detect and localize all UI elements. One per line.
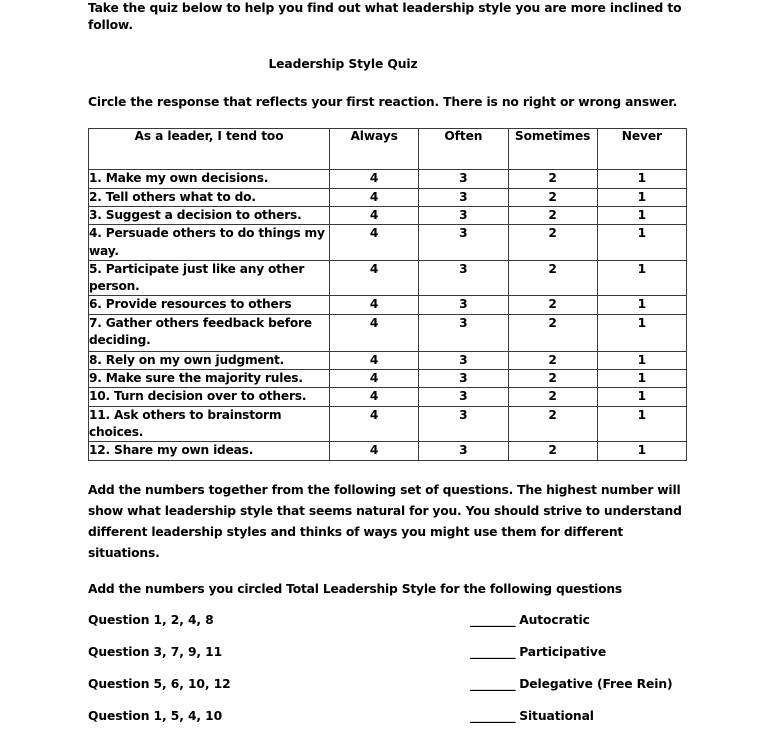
statement-cell: 7. Gather others feedback before deciding. xyxy=(89,314,330,351)
column-header-sometimes: Sometimes xyxy=(508,129,597,170)
statement-cell: 10. Turn decision over to others. xyxy=(89,388,330,406)
statement-cell: 2. Tell others what to do. xyxy=(89,188,330,206)
score-option-always[interactable]: 4 xyxy=(330,170,419,188)
score-option-always[interactable]: 4 xyxy=(330,442,419,460)
score-option-often[interactable]: 3 xyxy=(419,296,508,314)
table-header-row xyxy=(89,129,687,170)
score-option-often[interactable]: 3 xyxy=(419,406,508,442)
scoring-answer xyxy=(470,677,673,691)
table-row xyxy=(89,314,687,351)
table-row xyxy=(89,206,687,224)
score-option-sometimes[interactable]: 2 xyxy=(508,442,597,460)
score-option-never[interactable]: 1 xyxy=(597,351,686,369)
score-option-never[interactable]: 1 xyxy=(597,188,686,206)
score-option-sometimes[interactable]: 2 xyxy=(508,351,597,369)
score-option-always[interactable]: 4 xyxy=(330,314,419,351)
table-row xyxy=(89,296,687,314)
score-option-never[interactable]: 1 xyxy=(597,370,686,388)
score-option-always[interactable]: 4 xyxy=(330,388,419,406)
score-option-never[interactable]: 1 xyxy=(597,388,686,406)
column-header-always: Always xyxy=(330,129,419,170)
intro-line: Take the quiz below to help you find out what leadership style you are more inclined to follow. xyxy=(88,1,682,32)
statement-cell: 4. Persuade others to do things my way. xyxy=(89,225,330,261)
score-option-never[interactable]: 1 xyxy=(597,406,686,442)
statement-cell: 11. Ask others to brainstorm choices. xyxy=(89,406,330,442)
score-option-never[interactable]: 1 xyxy=(597,206,686,224)
score-option-sometimes[interactable]: 2 xyxy=(508,370,597,388)
leadership-style-label: Situational xyxy=(519,709,594,724)
score-option-often[interactable]: 3 xyxy=(419,388,508,406)
statement-cell: 1. Make my own decisions. xyxy=(89,170,330,188)
scoring-questions: Question 1, 5, 4, 10 xyxy=(88,709,223,724)
score-option-never[interactable]: 1 xyxy=(597,314,686,351)
table-row xyxy=(89,351,687,369)
score-option-sometimes[interactable]: 2 xyxy=(508,296,597,314)
explanation-paragraph: Add the numbers together from the following set of questions. The highest number will show what leadership style that seems natural for you. You should strive to understand different leadership styles and thinks of ways you might use them for different situations. xyxy=(88,482,682,561)
score-option-always[interactable]: 4 xyxy=(330,351,419,369)
column-header-never: Never xyxy=(597,129,686,170)
scoring-questions: Question 5, 6, 10, 12 xyxy=(88,677,231,692)
score-option-sometimes[interactable]: 2 xyxy=(508,188,597,206)
score-option-sometimes[interactable]: 2 xyxy=(508,388,597,406)
list-item xyxy=(88,645,698,677)
score-option-often[interactable]: 3 xyxy=(419,314,508,351)
score-option-never[interactable]: 1 xyxy=(597,225,686,261)
score-option-sometimes[interactable]: 2 xyxy=(508,206,597,224)
score-option-never[interactable]: 1 xyxy=(597,260,686,296)
list-item xyxy=(88,613,698,645)
scoring-questions: Question 3, 7, 9, 11 xyxy=(88,645,223,660)
score-option-often[interactable]: 3 xyxy=(419,206,508,224)
statement-cell: 12. Share my own ideas. xyxy=(89,442,330,460)
statement-cell: 3. Suggest a decision to others. xyxy=(89,206,330,224)
score-option-always[interactable]: 4 xyxy=(330,225,419,261)
score-option-never[interactable]: 1 xyxy=(597,442,686,460)
score-option-often[interactable]: 3 xyxy=(419,260,508,296)
list-item xyxy=(88,677,698,709)
score-option-never[interactable]: 1 xyxy=(597,170,686,188)
score-blank-input[interactable]: ________ xyxy=(470,613,516,628)
score-option-often[interactable]: 3 xyxy=(419,225,508,261)
score-option-often[interactable]: 3 xyxy=(419,170,508,188)
list-item xyxy=(88,709,698,741)
score-blank-input[interactable]: ________ xyxy=(470,677,516,692)
table-row xyxy=(89,442,687,460)
table-row xyxy=(89,260,687,296)
table-row xyxy=(89,406,687,442)
score-option-never[interactable]: 1 xyxy=(597,296,686,314)
table-row xyxy=(89,170,687,188)
statement-cell: 8. Rely on my own judgment. xyxy=(89,351,330,369)
scoring-answer xyxy=(470,613,590,627)
leadership-style-label: Delegative (Free Rein) xyxy=(519,677,673,692)
quiz-table xyxy=(88,128,687,461)
statement-cell: 6. Provide resources to others xyxy=(89,296,330,314)
scoring-list xyxy=(88,596,698,741)
score-option-always[interactable]: 4 xyxy=(330,188,419,206)
statement-cell: 9. Make sure the majority rules. xyxy=(89,370,330,388)
page-title: Leadership Style Quiz xyxy=(268,57,418,72)
score-option-always[interactable]: 4 xyxy=(330,370,419,388)
leadership-style-label: Participative xyxy=(519,645,607,660)
leadership-style-label: Autocratic xyxy=(519,613,590,628)
scoring-questions: Question 1, 2, 4, 8 xyxy=(88,613,214,628)
score-option-often[interactable]: 3 xyxy=(419,442,508,460)
score-option-always[interactable]: 4 xyxy=(330,406,419,442)
score-option-sometimes[interactable]: 2 xyxy=(508,406,597,442)
score-option-sometimes[interactable]: 2 xyxy=(508,170,597,188)
score-blank-input[interactable]: ________ xyxy=(470,709,516,724)
table-row xyxy=(89,188,687,206)
table-row xyxy=(89,388,687,406)
score-option-sometimes[interactable]: 2 xyxy=(508,225,597,261)
scoring-answer xyxy=(470,709,594,723)
score-blank-input[interactable]: ________ xyxy=(470,645,516,660)
score-option-often[interactable]: 3 xyxy=(419,188,508,206)
score-option-always[interactable]: 4 xyxy=(330,296,419,314)
column-header-statement: As a leader, I tend too xyxy=(89,129,330,170)
table-row xyxy=(89,370,687,388)
scoring-answer xyxy=(470,645,606,659)
scoring-subhead: Add the numbers you circled Total Leadership Style for the following questions xyxy=(88,582,623,597)
score-option-sometimes[interactable]: 2 xyxy=(508,260,597,296)
score-option-always[interactable]: 4 xyxy=(330,260,419,296)
table-row xyxy=(89,225,687,261)
instruction-line: Circle the response that reflects your first reaction. There is no right or wrong answer. xyxy=(88,95,678,110)
column-header-often: Often xyxy=(419,129,508,170)
score-option-sometimes[interactable]: 2 xyxy=(508,314,597,351)
score-option-often[interactable]: 3 xyxy=(419,351,508,369)
statement-cell: 5. Participate just like any other person. xyxy=(89,260,330,296)
score-option-always[interactable]: 4 xyxy=(330,206,419,224)
score-option-often[interactable]: 3 xyxy=(419,370,508,388)
